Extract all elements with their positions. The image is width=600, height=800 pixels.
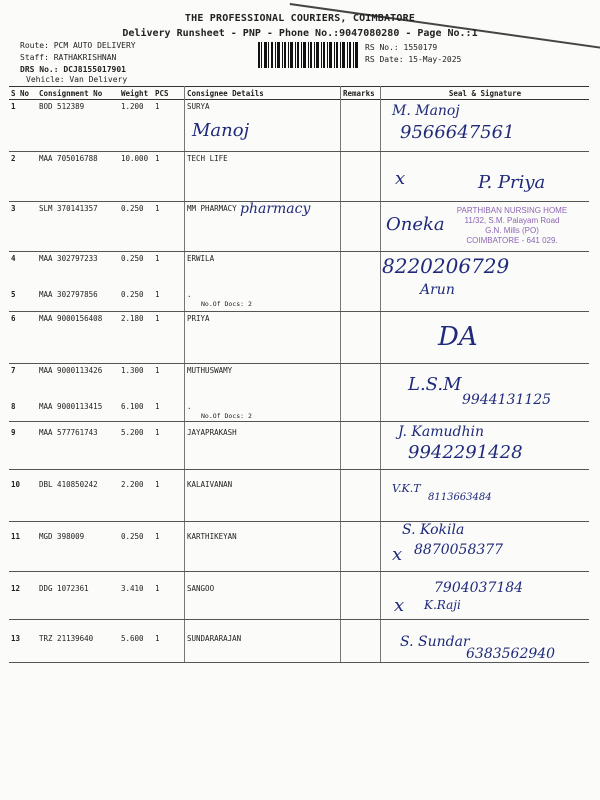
docs-count: No.Of Docs: 2 [201, 411, 252, 420]
row-divider [9, 619, 589, 620]
cross-mark: x [394, 595, 405, 616]
cell-remarks [341, 312, 381, 364]
handwritten-phone: 6383562940 [466, 646, 556, 662]
cell-consignee: SURYA [187, 102, 210, 111]
stamp-line: G.N. Mills (PO) [485, 226, 539, 235]
cell-consignee: PRIYA [187, 313, 210, 323]
cell-pcs: 1 [155, 289, 160, 299]
column-divider [340, 86, 341, 662]
handwritten-signature: M. Manoj [392, 103, 460, 119]
handwritten-signature: S. Sundar [400, 634, 470, 650]
handwritten-name: Manoj [192, 120, 250, 141]
column-divider [184, 86, 185, 662]
cell-remarks [341, 530, 381, 582]
handwritten-phone: 9944131125 [462, 392, 552, 408]
consignee-name: . [187, 289, 192, 299]
cell-consignee: ERWILA [187, 253, 215, 263]
cell-consignment: SLM 370141357 [39, 203, 98, 213]
cell-pcs: 1 [155, 531, 160, 541]
cell-remarks [341, 202, 381, 252]
cell-sno: 11 [11, 531, 21, 541]
cell-consignee: TECH LIFE [187, 153, 228, 163]
cell-remarks [341, 288, 381, 312]
cell-consignee: JAYAPRAKASH [187, 427, 237, 437]
cell-sno: 4 [11, 253, 16, 263]
row-divider [9, 469, 589, 470]
row-divider [9, 311, 589, 312]
cell-consignment: MAA 9000113426 [39, 365, 103, 375]
handwritten-signature: P. Priya [478, 172, 546, 193]
cell-weight: 0.250 [121, 531, 144, 541]
cell-remarks [341, 632, 381, 674]
table-row [9, 312, 589, 364]
row-divider [9, 151, 589, 152]
cell-sno: 2 [11, 153, 16, 163]
cell-pcs: 1 [155, 313, 160, 323]
handwritten-phone: 7904037184 [434, 580, 524, 596]
cell-sno: 5 [11, 289, 16, 299]
col-header-consignment: Consignment No [37, 87, 119, 100]
col-header-signature: Seal & Signature [381, 87, 589, 100]
cell-remarks [341, 152, 381, 202]
cell-consignee: SUNDARARAJAN [187, 633, 242, 643]
cell-consignment: MGD 398009 [39, 531, 85, 541]
handwritten-phone: 8113663484 [428, 492, 492, 503]
cell-weight: 3.410 [121, 583, 144, 593]
cell-weight: 2.180 [121, 313, 144, 323]
col-header-weight: Weight [119, 87, 153, 100]
cell-weight: 0.250 [121, 253, 144, 263]
cell-consignee: KALAIVANAN [187, 479, 233, 489]
handwritten-signature: S. Kokila [402, 522, 465, 538]
cell-pcs: 1 [155, 401, 160, 411]
cell-consignment: MAA 302797856 [39, 289, 98, 299]
nursing-home-stamp [432, 206, 592, 246]
cell-remarks [341, 100, 381, 152]
cell-weight: 1.200 [121, 102, 144, 111]
cell-pcs: 1 [155, 253, 160, 263]
cell-weight: 10.000 [121, 153, 149, 163]
cell-consignee: MM PHARMACY [187, 203, 237, 213]
table-bottom-border [9, 662, 589, 663]
staff-info: Staff: RATHAKRISHNAN [20, 53, 117, 62]
handwritten-signature: J. Kamudhin [398, 424, 484, 440]
col-header-consignee: Consignee Details [185, 87, 341, 100]
cell-weight: 2.200 [121, 479, 144, 489]
handwritten-phone: 9942291428 [408, 442, 523, 463]
document-subtitle: Delivery Runsheet - PNP - Phone No.:9047080280 - Page No.:1 [122, 28, 478, 39]
cell-sno: 1 [11, 102, 16, 111]
cell-consignment: MAA 9000113415 [39, 401, 103, 411]
cell-sno: 3 [11, 203, 16, 213]
handwritten-signature: V.K.T [392, 482, 421, 495]
cell-consignment: MAA 577761743 [39, 427, 98, 437]
cell-pcs: 1 [155, 479, 160, 489]
row-divider [9, 521, 589, 522]
cell-weight: 0.250 [121, 203, 144, 213]
cell-weight: 0.250 [121, 289, 144, 299]
cell-consignment: MAA 302797233 [39, 253, 98, 263]
table-row [9, 288, 589, 312]
stamp-line: 11/32, S.M. Palayam Road [464, 216, 560, 225]
handwritten-phone: 8220206729 [382, 254, 510, 278]
cell-sno: 9 [11, 427, 16, 437]
cell-consignment: MAA 705016788 [39, 153, 98, 163]
handwritten-phone: 8870058377 [414, 542, 504, 558]
consignee-name: . [187, 401, 192, 411]
cell-consignment: MAA 9000156408 [39, 313, 103, 323]
cell-pcs: 1 [155, 102, 160, 111]
rs-number: RS No.: 1550179 [365, 43, 438, 52]
cell-sno: 10 [11, 479, 21, 489]
handwritten-signature: L.S.M [408, 374, 462, 395]
handwritten-signature: Oneka [386, 214, 445, 235]
handwritten-signature: K.Raji [424, 598, 461, 612]
cell-sno: 12 [11, 583, 21, 593]
cell-pcs: 1 [155, 633, 160, 643]
document-title: THE PROFESSIONAL COURIERS, COIMBATORE [184, 13, 416, 24]
stamp-line: PARTHIBAN NURSING HOME [456, 206, 568, 215]
route-info: Route: PCM AUTO DELIVERY [20, 41, 136, 50]
cell-pcs: 1 [155, 153, 160, 163]
cross-mark: x [395, 168, 406, 189]
cell-pcs: 1 [155, 365, 160, 375]
row-divider [9, 251, 589, 252]
cell-pcs: 1 [155, 203, 160, 213]
handwritten-phone: 9566647561 [400, 122, 515, 143]
col-header-sno: S No [9, 87, 37, 100]
cell-signature [381, 288, 589, 312]
cell-remarks [341, 252, 381, 288]
cell-signature [381, 312, 589, 364]
cell-consignment: TRZ 21139640 [39, 633, 94, 643]
cell-weight: 5.600 [121, 633, 144, 643]
cell-consignee: KARTHIKEYAN [187, 531, 237, 541]
handwritten-signature: Arun [420, 282, 455, 298]
cell-consignee: SANGOO [187, 583, 215, 593]
drs-number: DRS No.: DCJ8155017901 [20, 65, 126, 74]
cell-sno: 7 [11, 365, 16, 375]
rs-date: RS Date: 15-May-2025 [365, 55, 462, 64]
cross-mark: x [392, 544, 403, 565]
cell-sno: 8 [11, 401, 16, 411]
docs-count: No.Of Docs: 2 [201, 299, 252, 308]
handwritten-signature: DA [438, 322, 478, 352]
handwritten-correction: pharmacy [240, 201, 311, 217]
cell-pcs: 1 [155, 427, 160, 437]
cell-sno: 6 [11, 313, 16, 323]
barcode [258, 42, 358, 68]
cell-consignee [185, 288, 341, 312]
col-header-pcs: PCS [153, 87, 185, 100]
table-header-row [9, 87, 589, 100]
cell-consignment: BOD 512389 [39, 102, 85, 111]
cell-remarks [341, 364, 381, 400]
cell-consignee: MUTHUSWAMY [187, 365, 233, 375]
cell-sno: 13 [11, 633, 21, 643]
vehicle-info: Vehicle: Van Delivery [26, 75, 128, 84]
stamp-line: COIMBATORE - 641 029. [466, 236, 558, 245]
row-divider [9, 571, 589, 572]
column-divider [380, 86, 381, 662]
cell-weight: 1.300 [121, 365, 144, 375]
col-header-remarks: Remarks [341, 87, 381, 100]
cell-consignment: DDG 1072361 [39, 583, 89, 593]
row-divider [9, 363, 589, 364]
cell-remarks [341, 582, 381, 632]
row-divider [9, 421, 589, 422]
cell-pcs: 1 [155, 583, 160, 593]
cell-consignment: DBL 410850242 [39, 479, 98, 489]
cell-weight: 6.100 [121, 401, 144, 411]
cell-weight: 5.200 [121, 427, 144, 437]
